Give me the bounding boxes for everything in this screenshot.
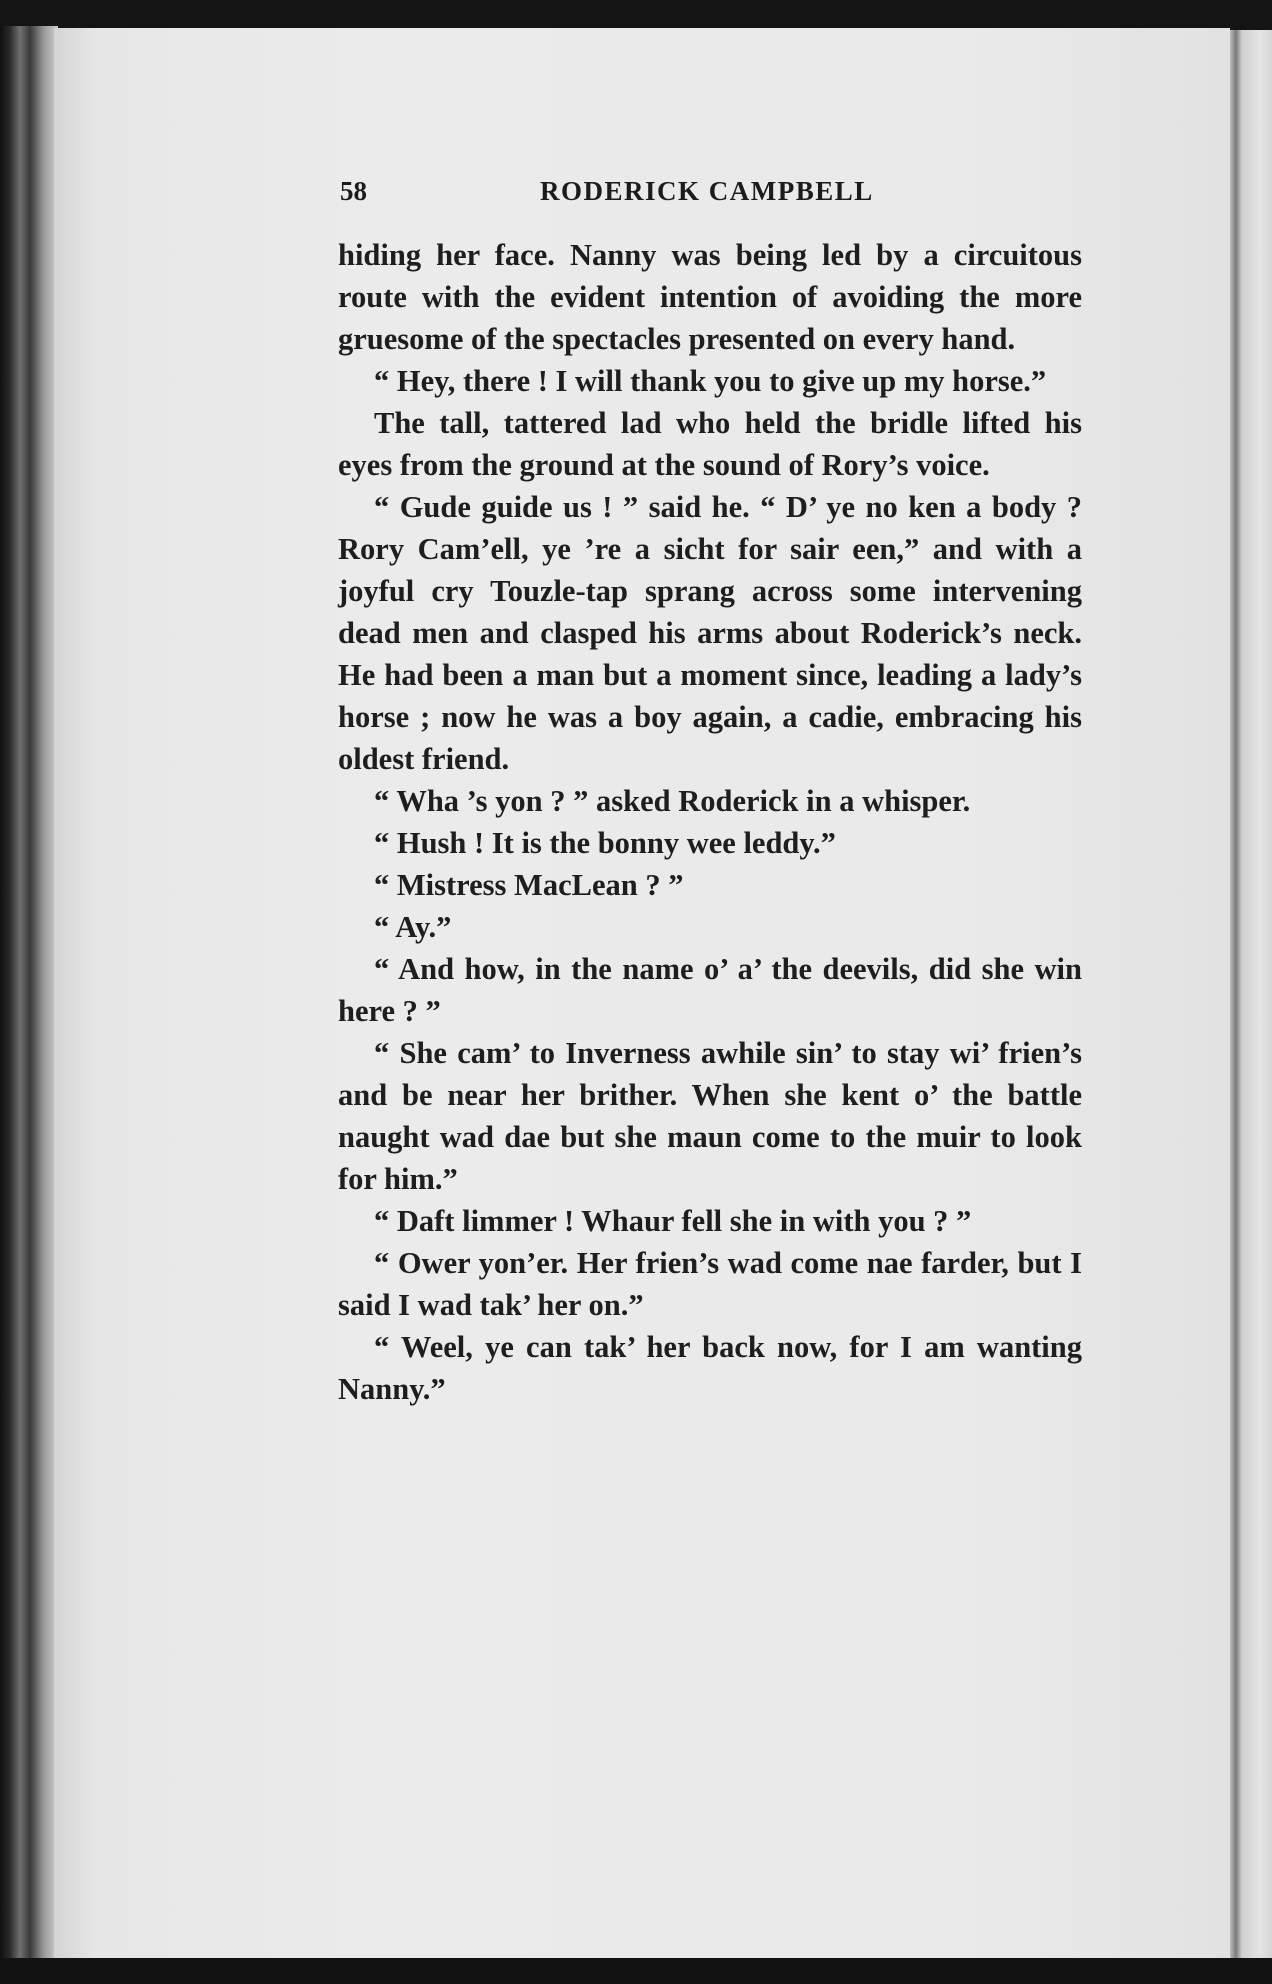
paragraph: “ Wha ’s yon ? ” asked Roderick in a whisper. (374, 784, 971, 818)
scan-bottom-border (0, 1958, 1272, 1984)
running-header (340, 176, 1080, 216)
paragraph: “ Gude guide us ! ” said he. “ D’ ye no ken a body ? Rory Cam’ell, ye ’re a sicht for sair een,” and with a joyful cry Touzle-tap sprang across some intervening dead men and clasped his arms about Roderick’s neck. He had been a man but a moment since, leading a lady’s horse ; now he was a boy again, a cadie, embracing his oldest friend. (338, 490, 1082, 776)
paragraph: “ Ower yon’er. Her frien’s wad come nae farder, but I said I wad tak’ her on.” (338, 1246, 1082, 1322)
paragraph: “ And how, in the name o’ a’ the deevils, did she win here ? ” (338, 952, 1082, 1028)
paragraph: hiding her face. Nanny was being led by a circuitous route with the evident intention of avoiding the more gruesome of the spectacles presented on every hand. (338, 238, 1082, 356)
scan-top-border (0, 0, 1272, 30)
page-number: 58 (340, 176, 367, 206)
paragraph: “ Ay.” (374, 910, 452, 944)
paragraph: “ Hush ! It is the bonny wee leddy.” (374, 826, 836, 860)
paragraph: “ Weel, ye can tak’ her back now, for I am wanting Nanny.” (338, 1330, 1082, 1406)
page-edge (1230, 30, 1272, 1960)
paragraph: “ Daft limmer ! Whaur fell she in with you ? ” (374, 1204, 972, 1238)
paragraph: “ She cam’ to Inverness awhile sin’ to stay wi’ frien’s and be near her brither. When she kent o’ the battle naught wad dae but she maun come to the muir to look for him.” (338, 1036, 1082, 1196)
body-text (338, 234, 1082, 1410)
running-title: RODERICK CAMPBELL (540, 176, 874, 206)
paragraph: “ Hey, there ! I will thank you to give up my horse.” (374, 364, 1047, 398)
paragraph: “ Mistress MacLean ? ” (374, 868, 684, 902)
paragraph: The tall, tattered lad who held the bridle lifted his eyes from the ground at the sound of Rory’s voice. (338, 406, 1082, 482)
book-spine (0, 26, 58, 1962)
